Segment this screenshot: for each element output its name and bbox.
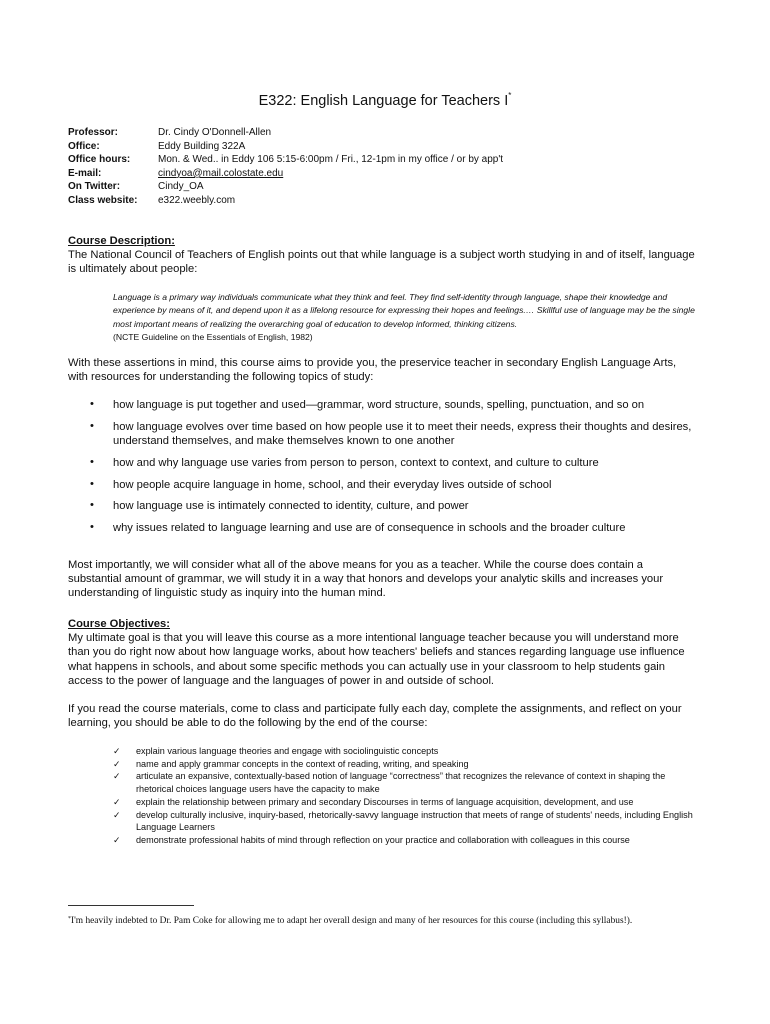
bullet-icon: • xyxy=(90,477,94,490)
list-item: • how people acquire language in home, school, and their everyday lives outside of school xyxy=(90,477,552,491)
objectives-list xyxy=(113,745,703,847)
footnote-mark: * xyxy=(68,916,71,922)
list-item: • how language is put together and used—grammar, word structure, sounds, spelling, punctuation, and so on xyxy=(90,398,645,411)
checkmark-icon: ✓ xyxy=(113,809,121,820)
info-value: Mon. & Wed.. in Eddy 106 5:15-6:00pm / Fri., 12-1pm in my office / or by app't xyxy=(158,154,504,166)
list-item: ✓ develop culturally inclusive, inquiry-based, rhetorically-savvy language instruction that meets of range of students' needs, including English Language Learners xyxy=(113,809,693,833)
info-label: E-mail: xyxy=(68,167,102,179)
quote-text: Language is a primary way individuals communicate what they think and feel. They find self-identity through language, shape their knowledge and experience by means of it, and depend upon it as a lifelong resource for expressing their hopes and feelings.… Skillful use of language may be the single most important means of realizing the overarching goal of education to develop informed, thinking citizens. xyxy=(113,292,695,329)
objectives-goal: My ultimate goal is that you will leave this course as a more intentional language teacher because you will understand more than you do right now about how language works, about how teachers' beliefs and stances regarding language use influence what happens in schools, and about some specific methods you can actually use in your classroom to help students gain access to the power of language and the languages of power in and outside of school. xyxy=(68,632,685,687)
section-heading: Course Description: xyxy=(68,235,175,247)
checkmark-icon: ✓ xyxy=(113,796,121,807)
checkmark-icon: ✓ xyxy=(113,758,121,769)
course-description-section xyxy=(68,234,698,277)
info-label: Professor: xyxy=(68,127,119,138)
info-label: Class website: xyxy=(68,194,138,206)
email-link[interactable]: cindyoa@mail.colostate.edu xyxy=(158,167,284,179)
info-value: e322.weebly.com xyxy=(158,194,236,206)
ncte-quote xyxy=(113,291,698,345)
list-item: • how and why language use varies from person to person, context to context, and culture to culture xyxy=(90,455,599,469)
list-item: • why issues related to language learning and use are of consequence in schools and the broader culture xyxy=(90,521,626,535)
bullet-icon: • xyxy=(90,455,94,468)
topics-list xyxy=(68,398,698,543)
info-label: On Twitter: xyxy=(68,181,121,193)
bullet-icon: • xyxy=(90,419,94,432)
list-item: • how language evolves over time based on how people use it to meet their needs, express their thoughts and desires, understand themselves, and make themselves known to one another xyxy=(90,419,692,447)
instructor-info xyxy=(68,126,503,208)
footnote-divider xyxy=(68,905,194,906)
if-you-paragraph: If you read the course materials, come to class and participate fully each day, complete the assignments, and reflect on your learning, you should be able to do the following by the end of the course: xyxy=(68,703,682,730)
page-title xyxy=(0,93,770,109)
list-item: ✓ explain various language theories and engage with sociolinguistic concepts xyxy=(113,746,439,756)
checkmark-icon: ✓ xyxy=(113,746,121,756)
section-heading: Course Objectives: xyxy=(68,618,170,630)
checkmark-icon: ✓ xyxy=(113,771,121,782)
aims-paragraph: With these assertions in mind, this course aims to provide you, the preservice teacher in secondary English Language Arts, with resources for understanding the following topics of study: xyxy=(68,357,677,384)
checkmark-icon: ✓ xyxy=(113,834,121,845)
info-row-office-hours xyxy=(68,153,503,167)
list-item: ✓ explain the relationship between primary and secondary Discourses in terms of language acquisition, development, and use xyxy=(113,796,634,807)
list-item: ✓ name and apply grammar concepts in the context of reading, writing, and speaking xyxy=(113,758,469,769)
footnote-text: I'm heavily indebted to Dr. Pam Coke for allowing me to adapt her overall design and many of her resources for this course (including this syllabus!). xyxy=(71,916,633,926)
info-value: Cindy_OA xyxy=(158,181,204,193)
title-footnote-mark: * xyxy=(508,91,512,100)
info-value: Dr. Cindy O'Donnell-Allen xyxy=(158,127,272,138)
list-item: ✓ demonstrate professional habits of mind through reflection on your practice and collaboration with colleagues in this course xyxy=(113,834,630,845)
list-item: • how language use is intimately connected to identity, culture, and power xyxy=(90,499,469,513)
footnote xyxy=(68,916,632,926)
list-item: ✓ articulate an expansive, contextually-based notion of language “correctness” that recognizes the relevance of context in shaping the rhetorical choices language users have the capacity to make xyxy=(113,771,666,795)
info-row-twitter xyxy=(68,180,503,194)
info-label: Office: xyxy=(68,140,100,152)
quote-citation: (NCTE Guideline on the Essentials of English, 1982) xyxy=(113,332,313,343)
bullet-icon: • xyxy=(90,499,94,512)
info-label: Office hours: xyxy=(68,154,131,166)
description-intro: The National Council of Teachers of English points out that while language is a subject worth studying in and of itself, language is ultimately about people: xyxy=(68,249,695,276)
info-row-email xyxy=(68,167,503,181)
bullet-icon: • xyxy=(90,398,94,410)
info-row-office xyxy=(68,140,503,154)
bullet-icon: • xyxy=(90,521,94,534)
info-value: Eddy Building 322A xyxy=(158,140,246,152)
importantly-paragraph: Most importantly, we will consider what all of the above means for you as a teacher. While the course does contain a substantial amount of grammar, we will study it in a way that honors and develops your analytic skills and increases your understanding of linguistic study as inquiry into the human mind. xyxy=(68,559,664,600)
course-objectives-section xyxy=(68,617,698,688)
info-row-professor xyxy=(68,126,503,140)
info-row-website xyxy=(68,194,503,208)
title-text: E322: English Language for Teachers I xyxy=(258,93,509,109)
